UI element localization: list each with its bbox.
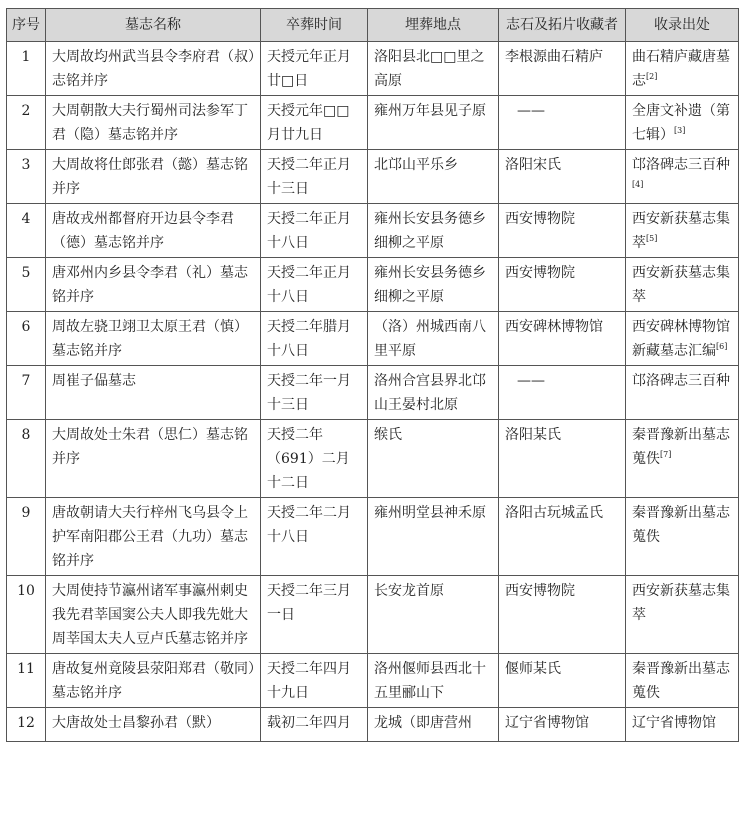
source-cell [626,312,739,366]
header-epitaph-name: 墓志名称 [46,9,261,42]
source-title: 西安新获墓志集萃 [632,211,730,251]
row-number: 8 [7,420,46,498]
source-cell [626,366,739,420]
source-cell [626,258,739,312]
collection-holder: 西安博物院 [499,204,626,258]
burial-place: 长安龙首原 [368,576,499,654]
epitaph-name: 大周朝散大夫行蜀州司法参军丁君（隐）墓志铭并序 [46,96,261,150]
burial-place: 雍州明堂县神禾原 [368,498,499,576]
row-number: 12 [7,708,46,742]
epitaph-name: 大周使持节瀛州诸军事瀛州刺史我先君莘国窦公夫人即我先妣大周莘国太夫人豆卢氏墓志铭并序 [46,576,261,654]
source-cell [626,708,739,742]
table-row [7,708,739,742]
epitaph-name: 周崔子偘墓志 [46,366,261,420]
source-title: 曲石精庐藏唐墓志 [632,49,730,89]
burial-place: 缑氏 [368,420,499,498]
burial-place: 北邙山平乐乡 [368,150,499,204]
table-row [7,204,739,258]
epitaph-name: 大周故将仕郎张君（懿）墓志铭并序 [46,150,261,204]
row-number: 7 [7,366,46,420]
row-number: 2 [7,96,46,150]
burial-date: 天授二年一月十三日 [261,366,368,420]
burial-place: 雍州万年县见子原 [368,96,499,150]
source-cell [626,204,739,258]
epitaph-name: 唐故复州竟陵县荥阳郑君（敬同）墓志铭并序 [46,654,261,708]
source-cell [626,654,739,708]
source-title: 秦晋豫新出墓志蒐佚 [632,661,730,701]
header-burial-place: 埋葬地点 [368,9,499,42]
burial-date: 天授二年正月十三日 [261,150,368,204]
row-number: 10 [7,576,46,654]
epitaph-name: 唐邓州内乡县令李君（礼）墓志铭并序 [46,258,261,312]
table-row [7,42,739,96]
burial-date: 天授二年正月十八日 [261,204,368,258]
row-number: 9 [7,498,46,576]
footnote-ref: [7] [660,450,672,459]
table-row [7,576,739,654]
burial-place: （洛）州城西南八里平原 [368,312,499,366]
collection-holder: 辽宁省博物馆 [499,708,626,742]
table-row [7,150,739,204]
collection-holder: 西安碑林博物馆 [499,312,626,366]
epitaph-name: 大唐故处士昌黎孙君（默） [46,708,261,742]
burial-place: 洛阳县北□□里之高原 [368,42,499,96]
source-title: 邙洛碑志三百种 [632,373,730,389]
source-title: 全唐文补遗（第七辑） [632,103,730,143]
header-burial-date: 卒葬时间 [261,9,368,42]
collection-holder: 洛阳宋氏 [499,150,626,204]
burial-date: 天授元年正月廿□日 [261,42,368,96]
epitaph-name: 唐故朝请大夫行梓州飞乌县令上护军南阳郡公王君（九功）墓志铭并序 [46,498,261,576]
header-source: 收录出处 [626,9,739,42]
footnote-ref: [6] [716,342,728,351]
collection-holder: 洛阳某氏 [499,420,626,498]
source-title: 邙洛碑志三百种 [632,157,730,173]
row-number: 6 [7,312,46,366]
source-cell [626,150,739,204]
epitaph-table [6,8,739,742]
burial-date: 天授元年□□月廿九日 [261,96,368,150]
burial-place: 洛州偃师县西北十五里郦山下 [368,654,499,708]
burial-date: 天授二年腊月十八日 [261,312,368,366]
collection-holder: 偃师某氏 [499,654,626,708]
row-number: 5 [7,258,46,312]
source-title: 秦晋豫新出墓志蒐佚 [632,427,730,467]
epitaph-name: 大周故均州武当县令李府君（叔）志铭并序 [46,42,261,96]
burial-date: 天授二年四月十九日 [261,654,368,708]
epitaph-name: 周故左骁卫翊卫太原王君（慎）墓志铭并序 [46,312,261,366]
row-number: 3 [7,150,46,204]
burial-date: 天授二年（691）二月十二日 [261,420,368,498]
burial-place: 雍州长安县务德乡细柳之平原 [368,258,499,312]
source-title: 西安新获墓志集萃 [632,583,730,623]
epitaph-name: 大周故处士朱君（思仁）墓志铭并序 [46,420,261,498]
collection-holder: —— [499,366,626,420]
burial-place: 洛州合宫县界北邙山王晏村北原 [368,366,499,420]
table-row [7,366,739,420]
table-row [7,498,739,576]
burial-date: 天授二年三月一日 [261,576,368,654]
footnote-ref: [3] [674,126,686,135]
burial-date: 天授二年二月十八日 [261,498,368,576]
collection-holder: 西安博物院 [499,258,626,312]
table-row [7,654,739,708]
header-number: 序号 [7,9,46,42]
source-title: 西安新获墓志集萃 [632,265,730,305]
epitaph-name: 唐故戎州都督府开边县令李君（德）墓志铭并序 [46,204,261,258]
table-row [7,312,739,366]
header-collection-holder: 志石及拓片收藏者 [499,9,626,42]
collection-holder: —— [499,96,626,150]
source-title: 西安碑林博物馆新藏墓志汇编 [632,319,730,359]
row-number: 11 [7,654,46,708]
table-row [7,258,739,312]
row-number: 1 [7,42,46,96]
burial-place: 龙城（即唐营州 [368,708,499,742]
collection-holder: 洛阳古玩城孟氏 [499,498,626,576]
table-header-row [7,9,739,42]
source-cell [626,96,739,150]
collection-holder: 李根源曲石精庐 [499,42,626,96]
source-cell [626,576,739,654]
footnote-ref: [5] [646,234,658,243]
burial-place: 雍州长安县务德乡细柳之平原 [368,204,499,258]
burial-date: 天授二年正月十八日 [261,258,368,312]
row-number: 4 [7,204,46,258]
source-title: 辽宁省博物馆 [632,715,716,731]
burial-date: 载初二年四月 [261,708,368,742]
source-cell [626,42,739,96]
table-row [7,96,739,150]
collection-holder: 西安博物院 [499,576,626,654]
footnote-ref: [4] [632,180,644,189]
table-row [7,420,739,498]
source-cell [626,420,739,498]
source-cell [626,498,739,576]
footnote-ref: [2] [646,72,658,81]
source-title: 秦晋豫新出墓志蒐佚 [632,505,730,545]
